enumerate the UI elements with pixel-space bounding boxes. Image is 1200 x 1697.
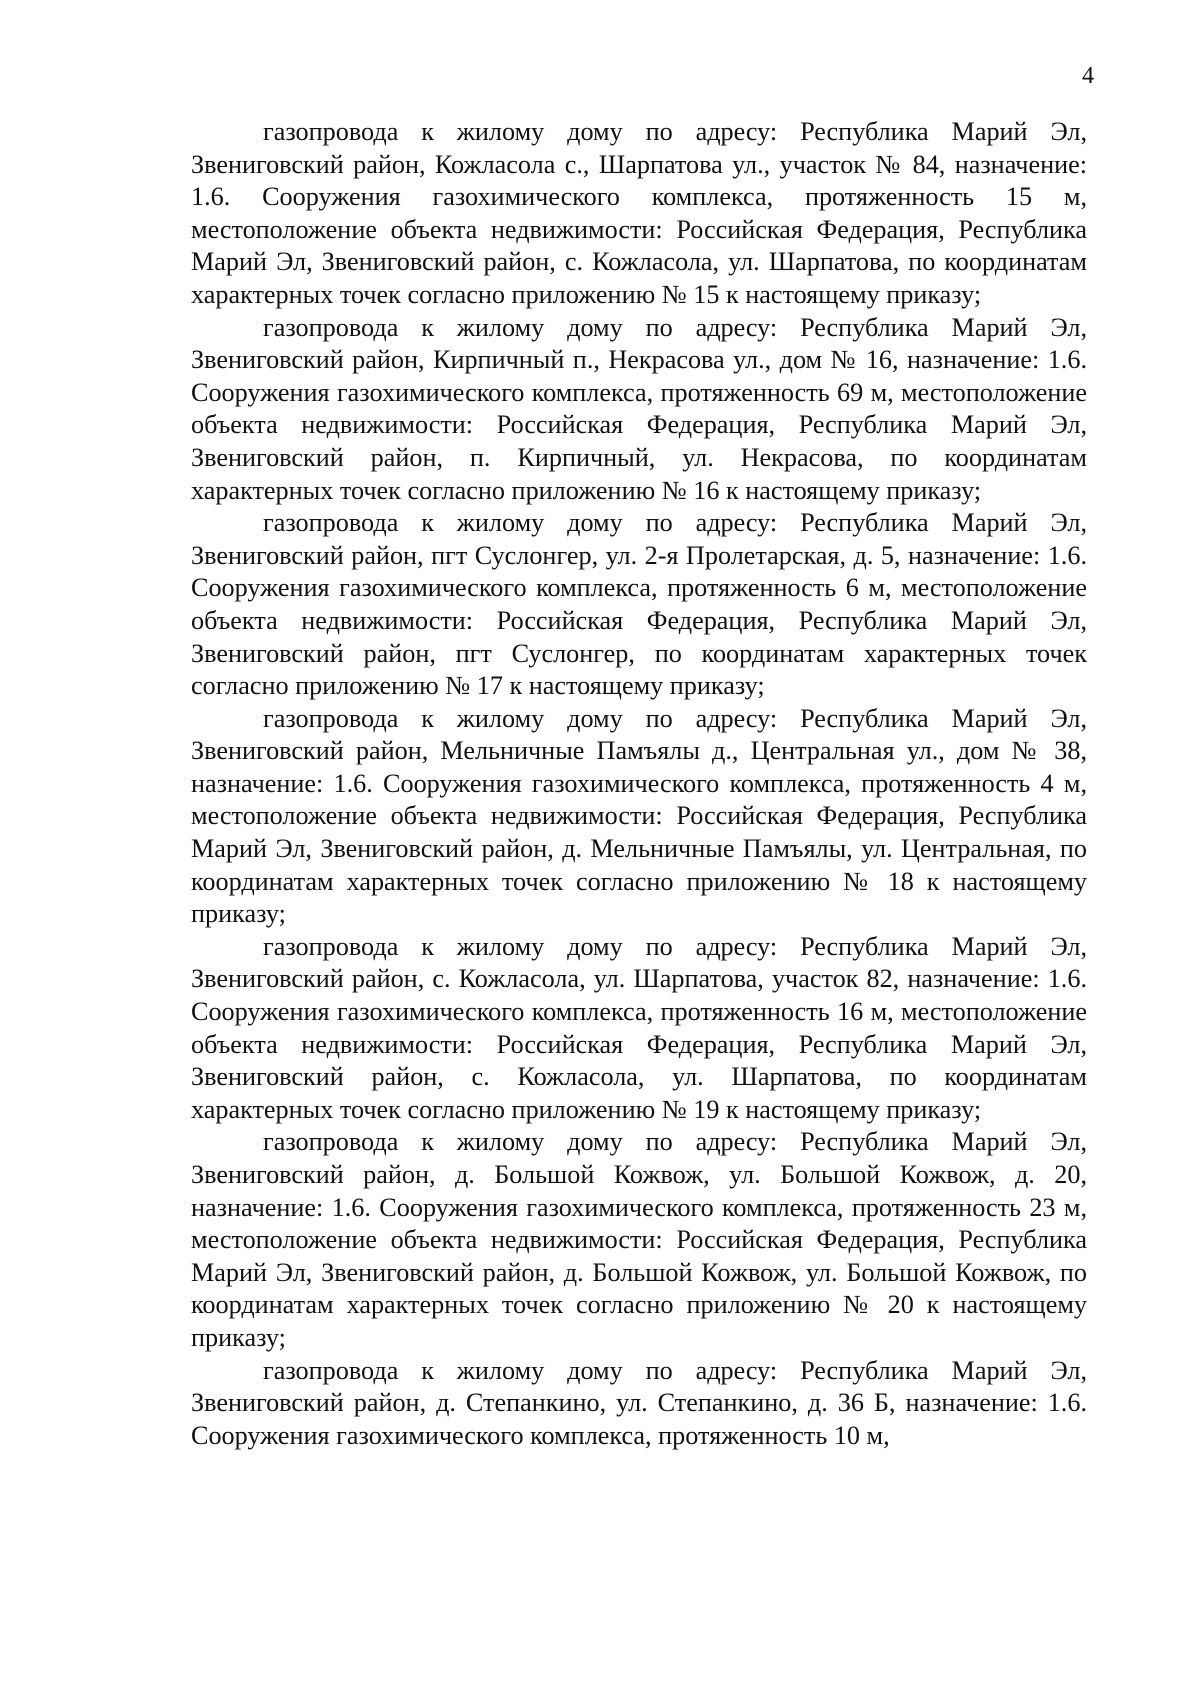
paragraph-pipeline-stepankino-36b: газопровода к жилому дому по адресу: Республика Марий Эл, Звениговский район, д. Степанкино, ул. Степанкино, д. 36 Б, назначение: 1.6. Сооружения газохимического комплекса, протяженность 10 м, <box>191 1355 1087 1450</box>
paragraph-pipeline-suslonger-5: газопровода к жилому дому по адресу: Республика Марий Эл, Звениговский район, пгт Суслонгер, ул. 2-я Пролетарская, д. 5, назначение: 1.6. Сооружения газохимического комплекса, протяженность 6 м, местоположение объекта недвижимости: Российская Федерация, Республика Марий Эл, Звениговский район, пгт Суслонгер, по координатам характерных точек согласно приложению № 17 к настоящему приказу; <box>191 508 1087 701</box>
paragraph-pipeline-kozhlasola-84: газопровода к жилому дому по адресу: Республика Марий Эл, Звениговский район, Кожласола с., Шарпатова ул., участок № 84, назначение: 1.6. Сооружения газохимического комплекса, протяженность 15 м, местоположение объекта недвижимости: Российская Федерация, Республика Марий Эл, Звениговский район, с. Кожласола, ул. Шарпатова, по координатам характерных точек согласно приложению № 15 к настоящему приказу; <box>191 117 1087 309</box>
document-body <box>191 116 1087 1452</box>
page-number: 4 <box>1082 63 1094 89</box>
paragraph-pipeline-kirpichny-16: газопровода к жилому дому по адресу: Республика Марий Эл, Звениговский район, Кирпичный п., Некрасова ул., дом № 16, назначение: 1.6. Сооружения газохимического комплекса, протяженность 69 м, местоположение объекта недвижимости: Российская Федерация, Республика Марий Эл, Звениговский район, п. Кирпичный, ул. Некрасова, по координатам характерных точек согласно приложению № 16 к настоящему приказу; <box>191 312 1087 505</box>
paragraph-pipeline-kozhlasola-82: газопровода к жилому дому по адресу: Республика Марий Эл, Звениговский район, с. Кожласола, ул. Шарпатова, участок 82, назначение: 1.6. Сооружения газохимического комплекса, протяженность 16 м, местоположение объекта недвижимости: Российская Федерация, Республика Марий Эл, Звениговский район, с. Кожласола, ул. Шарпатова, по координатам характерных точек согласно приложению № 19 к настоящему приказу; <box>191 931 1087 1124</box>
paragraph-pipeline-bolshoy-kozhvozh-20: газопровода к жилому дому по адресу: Республика Марий Эл, Звениговский район, д. Большой Кожвож, ул. Большой Кожвож, д. 20, назначение: 1.6. Сооружения газохимического комплекса, протяженность 23 м, местоположение объекта недвижимости: Российская Федерация, Республика Марий Эл, Звениговский район, д. Большой Кожвож, ул. Большой Кожвож, по координатам характерных точек согласно приложению № 20 к настоящему приказу; <box>191 1127 1087 1352</box>
paragraph-pipeline-melnichnye-pamyaly-38: газопровода к жилому дому по адресу: Республика Марий Эл, Звениговский район, Мельничные Памъялы д., Центральная ул., дом № 38, назначение: 1.6. Сооружения газохимического комплекса, протяженность 4 м, местоположение объекта недвижимости: Российская Федерация, Республика Марий Эл, Звениговский район, д. Мельничные Памъялы, ул. Центральная, по координатам характерных точек согласно приложению № 18 к настоящему приказу; <box>191 703 1087 929</box>
